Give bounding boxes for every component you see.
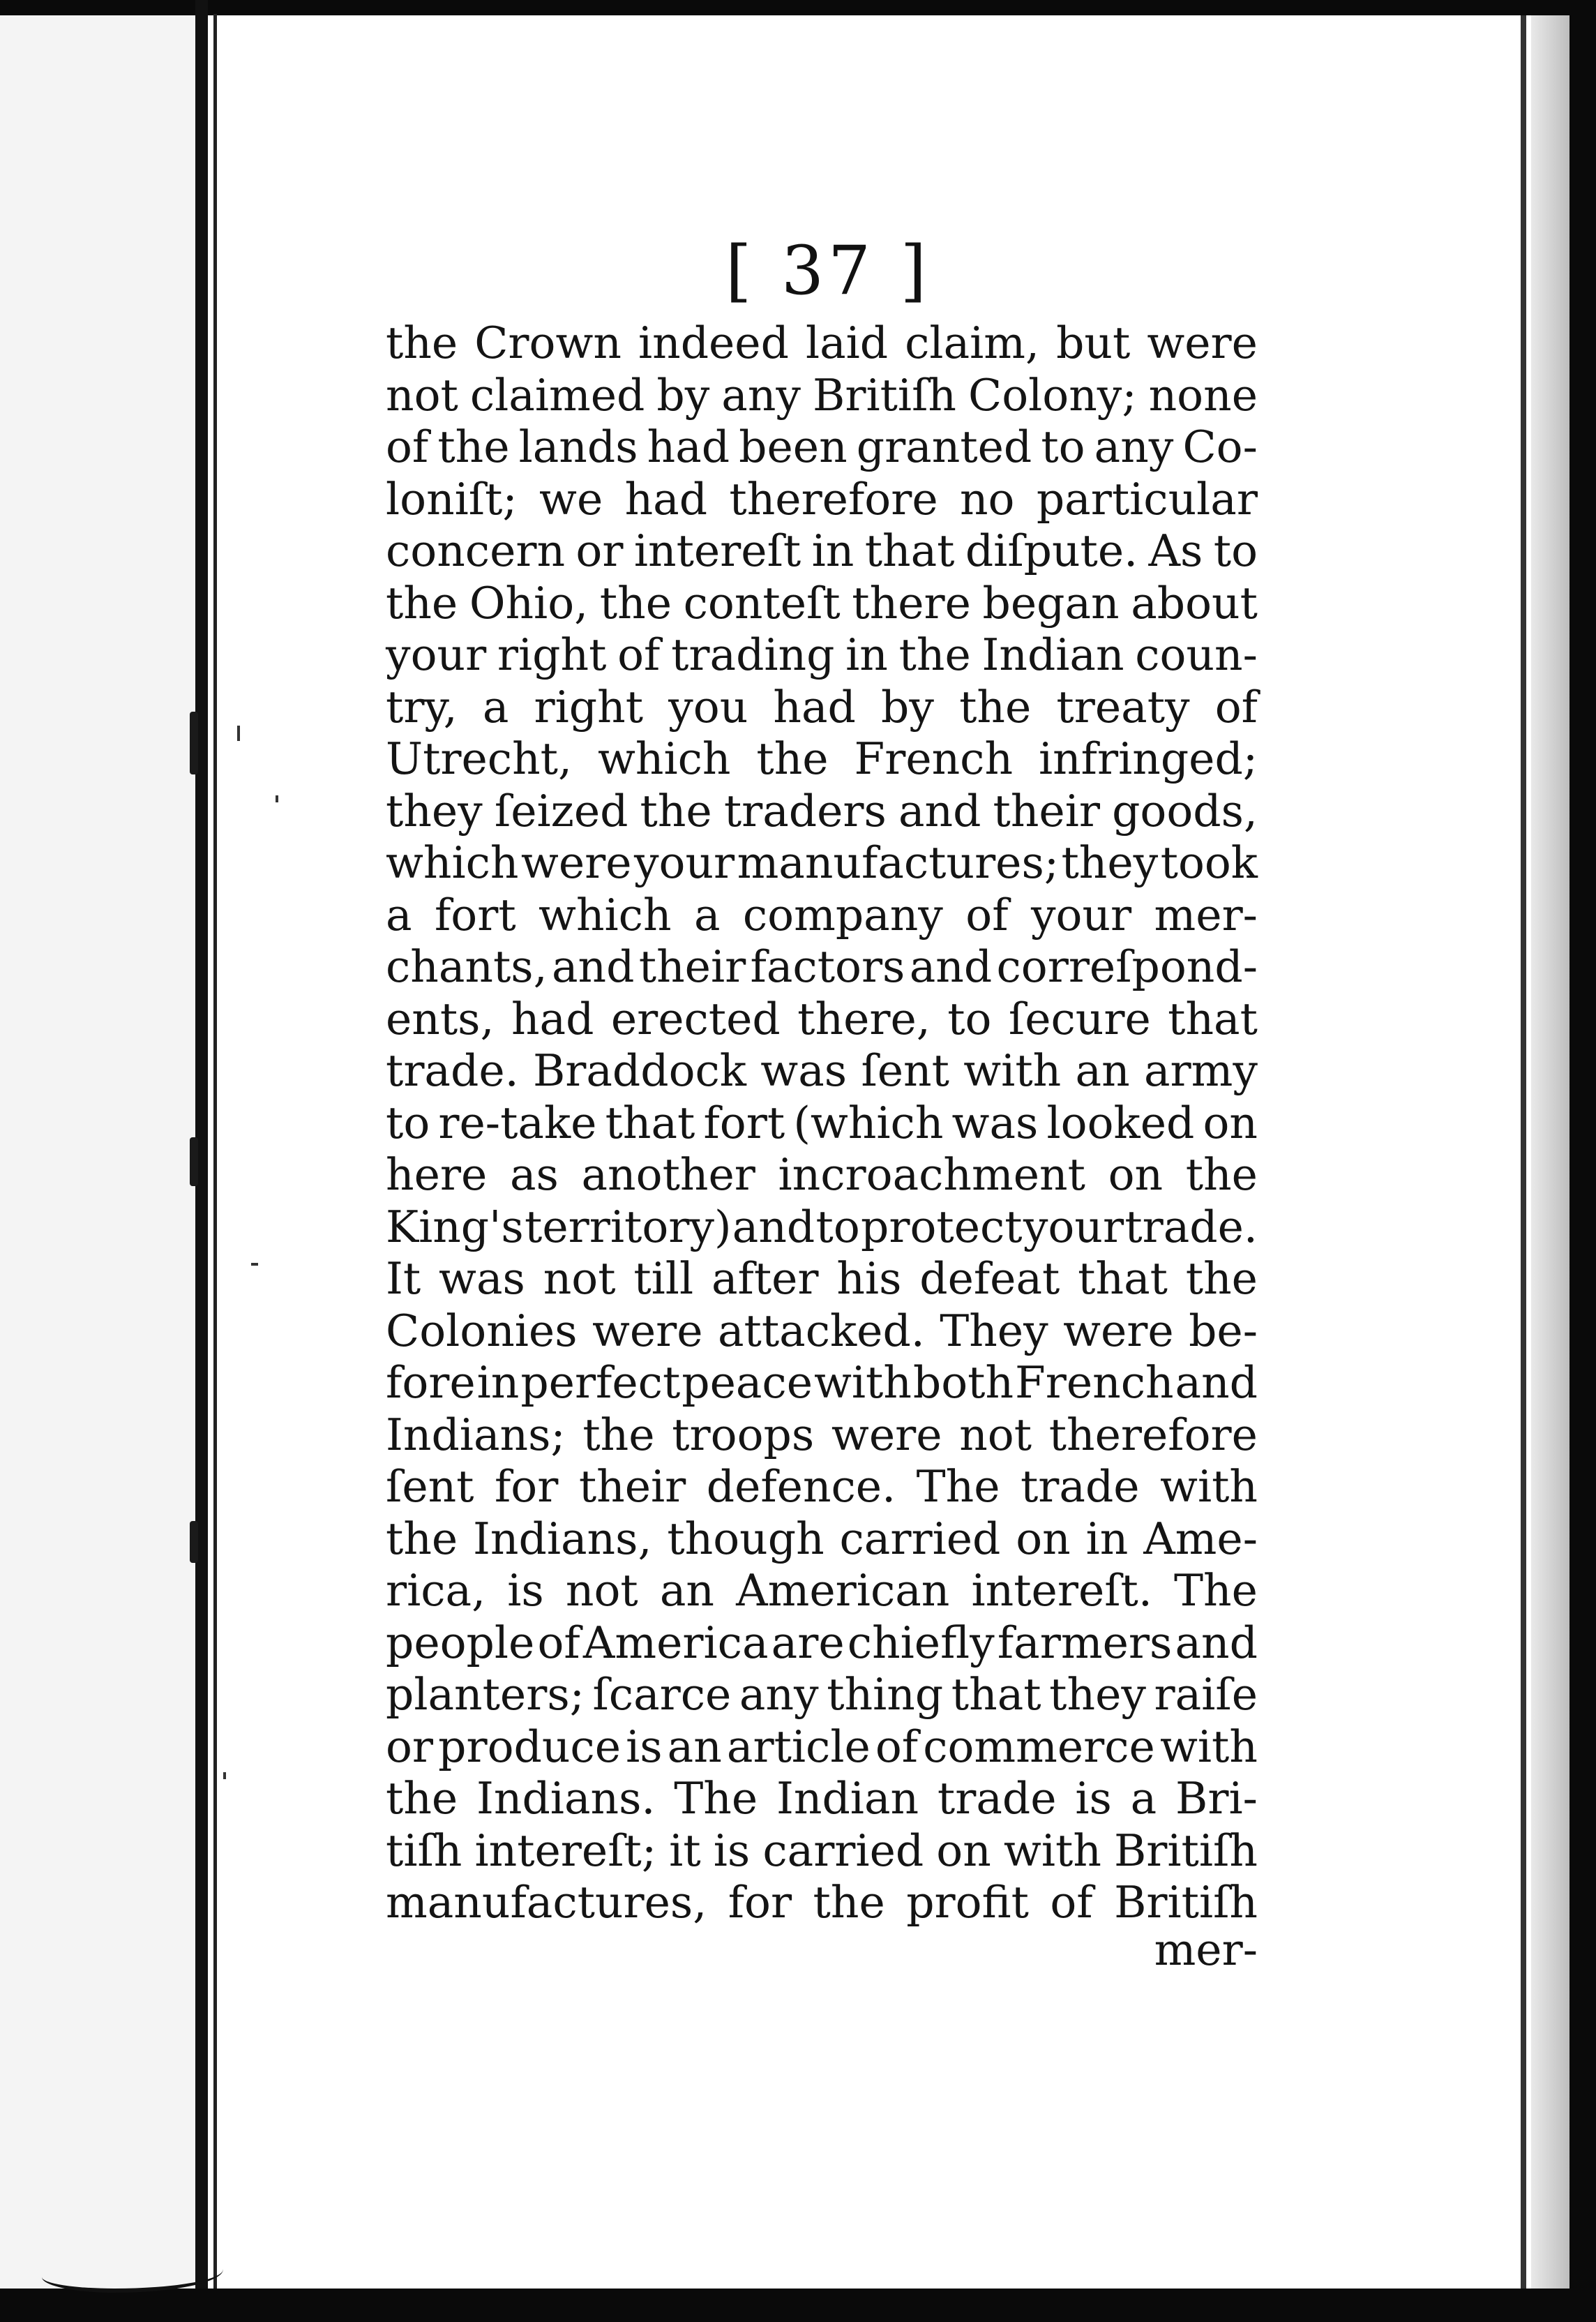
word: Co- — [1182, 421, 1258, 472]
word: chants, — [386, 941, 548, 992]
word: and — [1175, 1357, 1258, 1408]
word: of — [1050, 1877, 1093, 1928]
word: another — [581, 1149, 755, 1200]
word: attacked. — [717, 1305, 925, 1356]
word: or — [386, 1721, 434, 1772]
word: were — [1063, 1305, 1174, 1356]
text-line — [386, 1461, 1258, 1513]
word: on — [1108, 1149, 1164, 1200]
word: Bri- — [1175, 1773, 1258, 1824]
text-line — [386, 1773, 1258, 1825]
binding-thread-mark — [190, 1521, 198, 1563]
word: they — [386, 785, 483, 837]
word: The — [674, 1773, 758, 1824]
word: carried — [762, 1825, 924, 1876]
word: with — [963, 1045, 1062, 1096]
word: as — [509, 1149, 559, 1200]
word: farmers — [997, 1617, 1173, 1668]
word: of — [617, 629, 661, 680]
word: and — [1175, 1617, 1258, 1668]
word: which — [597, 733, 731, 784]
word: the — [386, 577, 458, 629]
word: ſcarce — [592, 1669, 732, 1720]
word: the — [437, 421, 510, 472]
word: an — [659, 1565, 715, 1616]
word: planters; — [386, 1669, 585, 1720]
word: on — [1203, 1097, 1258, 1148]
text-line — [386, 370, 1258, 422]
word: laid — [805, 317, 889, 368]
word: your — [633, 837, 735, 888]
word: they — [1049, 1669, 1146, 1720]
word: granted — [856, 421, 1032, 472]
word: for — [728, 1877, 792, 1928]
word: were — [520, 837, 632, 888]
text-line — [386, 1513, 1258, 1566]
word: defence. — [706, 1461, 896, 1512]
word: lands — [518, 421, 638, 472]
word: but — [1056, 317, 1131, 368]
word: Indians. — [476, 1773, 656, 1824]
word: the — [386, 1513, 458, 1564]
word: army — [1143, 1045, 1258, 1096]
word: not — [565, 1565, 638, 1616]
word: with — [1160, 1461, 1258, 1512]
binding-thread-mark — [190, 1137, 198, 1186]
word: a — [482, 681, 509, 733]
word: Ame- — [1143, 1513, 1258, 1564]
word: ſecure — [1008, 993, 1151, 1044]
word: in — [1085, 1513, 1129, 1564]
text-line — [386, 1098, 1258, 1150]
word: that — [1168, 993, 1258, 1044]
word: Britiſh — [1114, 1877, 1258, 1928]
word: French — [1015, 1357, 1174, 1408]
word: treaty — [1056, 681, 1190, 733]
word: right — [497, 629, 607, 680]
text-line — [386, 1565, 1258, 1617]
word: to — [815, 1201, 860, 1252]
word: were — [1147, 317, 1258, 368]
scan-border-right — [1569, 0, 1596, 2322]
word: the — [813, 1877, 885, 1928]
text-line — [386, 1305, 1258, 1358]
word: loniſt; — [386, 473, 518, 525]
word: Crown — [474, 317, 622, 368]
page-edge-shadow — [1521, 15, 1526, 2289]
word: we — [539, 473, 603, 525]
word: had — [624, 473, 708, 525]
page-number: [ 37 ] — [725, 232, 931, 310]
word: produce — [438, 1721, 621, 1772]
text-line — [386, 578, 1258, 630]
binding-thread-mark — [190, 712, 198, 774]
word: fore — [386, 1357, 476, 1408]
word: were — [831, 1409, 942, 1460]
word: ſent — [861, 1045, 949, 1096]
text-line — [386, 837, 1258, 890]
word: the — [640, 785, 712, 837]
word: the — [898, 629, 971, 680]
word: which — [386, 837, 519, 888]
scan-border-bottom — [0, 2289, 1596, 2322]
text-line — [386, 421, 1258, 474]
word: diſpute. — [965, 525, 1138, 576]
word: conteſt — [683, 577, 841, 629]
scan-speck — [251, 1263, 258, 1266]
word: trade — [1020, 1461, 1140, 1512]
word: about — [1131, 577, 1258, 629]
scan-speck — [237, 726, 240, 741]
word: territory) — [525, 1201, 732, 1252]
text-line — [386, 474, 1258, 526]
word: any — [1094, 421, 1174, 472]
word: had — [647, 421, 730, 472]
word: therefore — [1048, 1409, 1258, 1460]
word: looked — [1046, 1097, 1195, 1148]
word: intereſt; — [474, 1825, 657, 1876]
binding-gutter-inner — [213, 14, 217, 2289]
scan-speck — [276, 795, 278, 802]
word: defeat — [919, 1253, 1060, 1304]
text-line — [386, 629, 1258, 682]
word: factors — [750, 941, 905, 992]
word: American — [736, 1565, 950, 1616]
text-line — [386, 1201, 1258, 1254]
word: chiefly — [847, 1617, 995, 1668]
word: Braddock — [532, 1045, 746, 1096]
word: was — [951, 1097, 1039, 1148]
word: a — [386, 889, 412, 941]
word: there — [852, 577, 971, 629]
text-line — [386, 1253, 1258, 1305]
word: and — [898, 785, 981, 837]
word: commerce — [923, 1721, 1155, 1772]
text-line — [386, 1149, 1258, 1201]
text-line — [386, 994, 1258, 1046]
word: carried — [839, 1513, 1001, 1564]
word: had — [511, 993, 594, 1044]
text-line — [386, 786, 1258, 838]
word: had — [773, 681, 856, 733]
word: coun- — [1135, 629, 1258, 680]
word: are — [771, 1617, 845, 1668]
word: (which — [793, 1097, 944, 1148]
word: indeed — [638, 317, 789, 368]
text-line — [386, 733, 1258, 786]
word: here — [386, 1149, 488, 1200]
page-stack-edge — [1531, 15, 1569, 2289]
word: for — [494, 1461, 559, 1512]
word: after — [711, 1253, 819, 1304]
text-line — [386, 1877, 1258, 1929]
word: not — [959, 1409, 1032, 1460]
word: an — [667, 1721, 722, 1772]
word: to — [386, 1097, 430, 1148]
text-line — [386, 941, 1258, 994]
word: their — [578, 1461, 686, 1512]
word: they — [1061, 837, 1159, 888]
word: is — [626, 1721, 663, 1772]
word: is — [507, 1565, 544, 1616]
word: The — [916, 1461, 1000, 1512]
word: to — [947, 993, 992, 1044]
word: with — [1159, 1721, 1258, 1772]
word: perfect — [520, 1357, 681, 1408]
word: was — [760, 1045, 848, 1096]
word: troops — [672, 1409, 815, 1460]
word: the — [1185, 1149, 1258, 1200]
facing-page-edge — [0, 15, 195, 2289]
word: protect — [861, 1201, 1023, 1252]
word: The — [1174, 1565, 1258, 1616]
word: Indian — [776, 1773, 919, 1824]
word: profit — [906, 1877, 1029, 1928]
word: in — [476, 1357, 520, 1408]
word: trade. — [1124, 1201, 1258, 1252]
word: your — [1023, 1201, 1124, 1252]
word: claim, — [905, 317, 1040, 368]
word: Utrecht, — [386, 733, 573, 784]
word: with — [1003, 1825, 1101, 1876]
word: ents, — [386, 993, 495, 1044]
catchword: mer- — [1154, 1924, 1258, 1975]
word: try, — [386, 681, 458, 733]
word: by — [881, 681, 934, 733]
word: people — [386, 1617, 535, 1668]
word: of — [537, 1617, 580, 1668]
word: no — [959, 473, 1015, 525]
word: of — [965, 889, 1009, 941]
word: fort — [703, 1097, 785, 1148]
word: his — [836, 1253, 902, 1304]
word: is — [713, 1825, 751, 1876]
text-line — [386, 1825, 1258, 1878]
word: Indians; — [386, 1409, 566, 1460]
word: Indians, — [473, 1513, 652, 1564]
word: any — [721, 369, 801, 421]
text-line — [386, 317, 1258, 370]
text-line — [386, 682, 1258, 734]
word: ſeized — [494, 785, 628, 837]
word: Britiſh — [813, 369, 956, 421]
word: rica, — [386, 1565, 486, 1616]
word: though — [667, 1513, 825, 1564]
word: the — [599, 577, 672, 629]
word: therefore — [729, 473, 938, 525]
word: correſpond- — [996, 941, 1258, 992]
word: ſent — [386, 1461, 474, 1512]
word: of — [1214, 681, 1258, 733]
text-line — [386, 525, 1258, 578]
word: on — [936, 1825, 991, 1876]
word: that — [1078, 1253, 1168, 1304]
word: incroachment — [778, 1149, 1085, 1200]
word: a — [1130, 1773, 1157, 1824]
word: the — [959, 681, 1032, 733]
word: on — [1016, 1513, 1071, 1564]
word: to — [1041, 421, 1085, 472]
word: intereſt. — [971, 1565, 1152, 1616]
word: claimed — [469, 369, 645, 421]
word: not — [386, 369, 458, 421]
text-line — [386, 1721, 1258, 1774]
text-line — [386, 1669, 1258, 1721]
word: They — [940, 1305, 1048, 1356]
word: trade. — [386, 1045, 519, 1096]
word: by — [656, 369, 710, 421]
word: took — [1160, 837, 1258, 888]
word: a — [693, 889, 721, 941]
word: you — [668, 681, 748, 733]
word: both — [912, 1357, 1014, 1408]
word: or — [575, 525, 624, 576]
word: an — [1075, 1045, 1130, 1096]
word: raiſe — [1154, 1669, 1258, 1720]
word: and — [732, 1201, 815, 1252]
word: the — [386, 1773, 458, 1824]
word: article — [726, 1721, 871, 1772]
text-line — [386, 890, 1258, 942]
word: Colonies — [386, 1305, 578, 1356]
word: the — [386, 317, 458, 368]
word: King's — [386, 1201, 524, 1252]
word: your — [1030, 889, 1132, 941]
scan-speck — [223, 1772, 226, 1779]
word: be- — [1189, 1305, 1258, 1356]
word: infringed; — [1038, 733, 1258, 784]
word: mer- — [1154, 889, 1258, 941]
word: in — [811, 525, 855, 576]
word: the — [1185, 1253, 1258, 1304]
word: Ohio, — [469, 577, 589, 629]
word: it — [669, 1825, 701, 1876]
word: Indian — [981, 629, 1124, 680]
word: tiſh — [386, 1825, 462, 1876]
word: thing — [827, 1669, 944, 1720]
word: right — [534, 681, 644, 733]
word: erected — [610, 993, 781, 1044]
word: manufactures; — [737, 837, 1060, 888]
word: concern — [386, 525, 566, 576]
word: trading — [671, 629, 835, 680]
word: were — [592, 1305, 703, 1356]
word: your — [386, 629, 487, 680]
word: traders — [723, 785, 887, 837]
word: Colony; — [968, 369, 1137, 421]
word: of — [386, 421, 429, 472]
word: goods, — [1112, 785, 1258, 837]
word: their — [993, 785, 1100, 837]
word: their — [638, 941, 746, 992]
word: French — [854, 733, 1014, 784]
word: which — [539, 889, 672, 941]
word: intereſt — [633, 525, 801, 576]
word: Britiſh — [1114, 1825, 1258, 1876]
text-line — [386, 1045, 1258, 1098]
word: that — [951, 1669, 1041, 1720]
word: and — [909, 941, 993, 992]
scan-border-top — [0, 0, 1596, 15]
word: been — [739, 421, 848, 472]
word: particular — [1036, 473, 1258, 525]
word: fort — [434, 889, 516, 941]
word: manufactures, — [386, 1877, 707, 1928]
word: none — [1148, 369, 1258, 421]
word: the — [756, 733, 829, 784]
word: that — [605, 1097, 695, 1148]
word: any — [739, 1669, 819, 1720]
word: It — [386, 1253, 421, 1304]
word: not — [543, 1253, 616, 1304]
word: of — [875, 1721, 919, 1772]
word: re-take — [438, 1097, 597, 1148]
text-line — [386, 1357, 1258, 1409]
word: is — [1075, 1773, 1112, 1824]
word: trade — [937, 1773, 1057, 1824]
word: As — [1148, 525, 1203, 576]
body-text — [386, 317, 1258, 1929]
word: till — [633, 1253, 694, 1304]
word: to — [1213, 525, 1258, 576]
text-line — [386, 1617, 1258, 1670]
word: company — [742, 889, 943, 941]
word: with — [813, 1357, 912, 1408]
word: and — [551, 941, 635, 992]
word: was — [439, 1253, 525, 1304]
word: the — [582, 1409, 655, 1460]
word: that — [864, 525, 955, 576]
word: there, — [797, 993, 931, 1044]
word: peace — [682, 1357, 813, 1408]
word: in — [845, 629, 888, 680]
word: America — [582, 1617, 769, 1668]
word: began — [982, 577, 1120, 629]
text-line — [386, 1409, 1258, 1462]
